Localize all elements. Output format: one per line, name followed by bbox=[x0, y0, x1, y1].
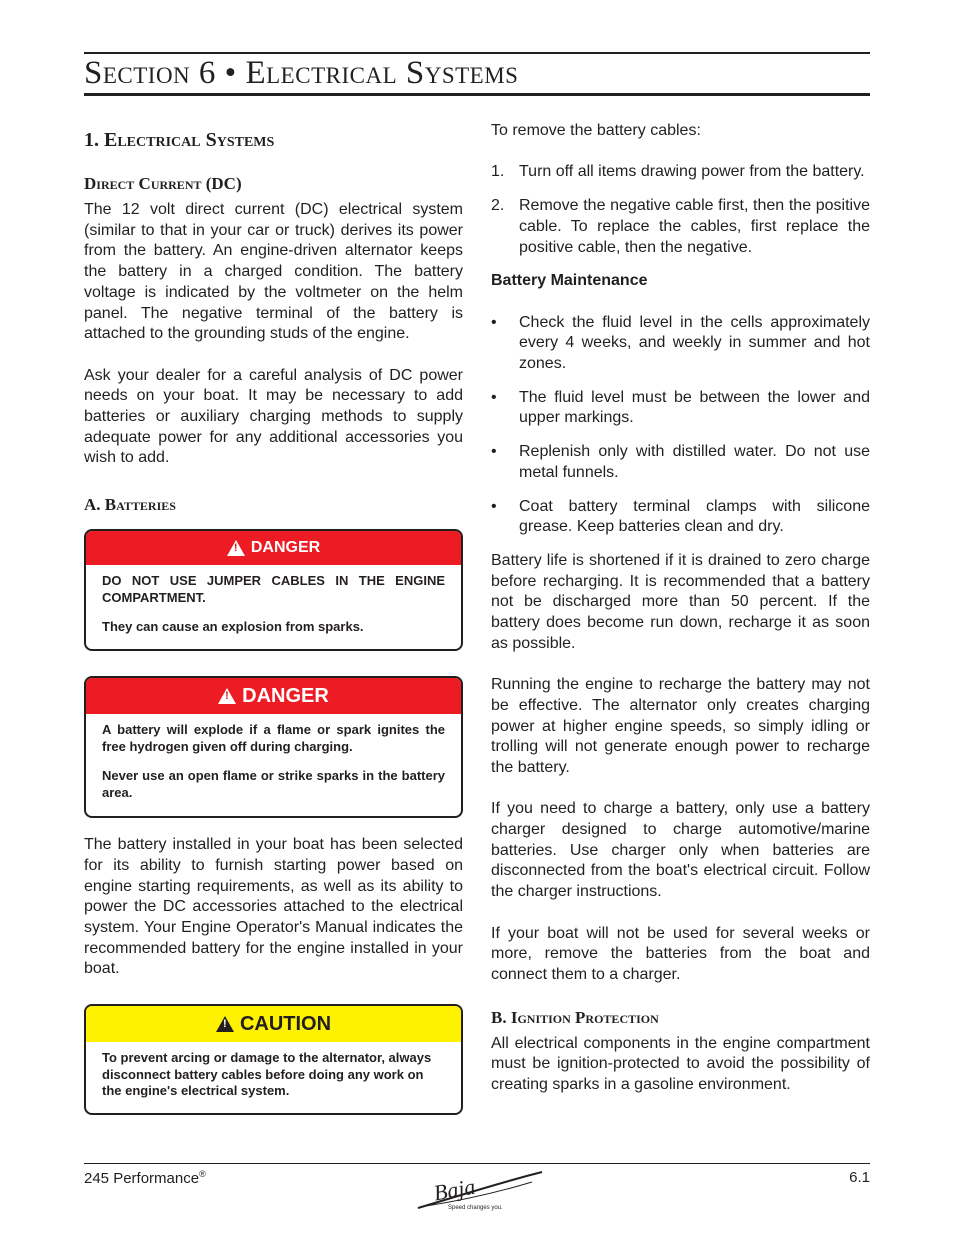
caution-label: CAUTION bbox=[239, 1012, 332, 1035]
warning-icon: ! bbox=[218, 688, 236, 704]
section-heading: 1. Electrical Systems bbox=[84, 129, 275, 151]
baja-logo bbox=[412, 1168, 546, 1212]
dc-heading: Direct Current (DC) bbox=[84, 174, 242, 193]
left-column bbox=[84, 118, 463, 1115]
danger-text-2: They can cause an explosion from sparks. bbox=[102, 619, 364, 635]
footer-rule bbox=[84, 1163, 870, 1164]
list-item: 1. Turn off all items drawing power from the battery. bbox=[491, 163, 865, 181]
caution-box bbox=[84, 1004, 463, 1115]
dc-paragraph-2: Ask your dealer for a careful analysis of DC power needs on your boat. It may be necessary to add batteries or auxiliary charging methods to supply adequate power for any additional accessories you wish to add. bbox=[84, 366, 463, 467]
danger-header bbox=[86, 531, 461, 565]
caution-header bbox=[86, 1006, 461, 1042]
danger-box-explode bbox=[84, 676, 463, 818]
warning-icon: ! bbox=[216, 1016, 234, 1032]
list-item: • Check the fluid level in the cells approximately every 4 weeks, and weekly in summer and hot zones. bbox=[491, 313, 870, 372]
batteries-heading: A. Batteries bbox=[84, 495, 176, 515]
right-column bbox=[491, 121, 870, 1096]
danger-box-jumper bbox=[84, 529, 463, 651]
caution-text: To prevent arcing or damage to the alternator, always disconnect battery cables before doing any work on the engine's electrical system. bbox=[102, 1050, 432, 1099]
page-number: 6.1 bbox=[849, 1169, 870, 1186]
caution-content bbox=[86, 1042, 461, 1110]
danger-header bbox=[86, 678, 461, 714]
storage-paragraph: If your boat will not be used for several weeks or more, remove the batteries from the boat and connect them to a charger. bbox=[491, 924, 870, 983]
footer-model: 245 Performance® bbox=[84, 1169, 206, 1187]
list-item: 2. Remove the negative cable first, then the positive cable. To replace the cables, first replace the positive cable, then the negative. bbox=[491, 197, 870, 256]
list-item: • Replenish only with distilled water. Do not use metal funnels. bbox=[491, 443, 870, 481]
remove-steps-list bbox=[491, 162, 870, 258]
logo-text: Baja bbox=[431, 1173, 478, 1206]
battery-life-paragraph: Battery life is shortened if it is drained to zero charge before recharging. It is recommended that a battery not be discharged more than 50 percent. If the battery does become run down, recharge it as soon as possible. bbox=[491, 551, 870, 652]
page-title: Section 6 • Electrical Systems bbox=[84, 55, 519, 91]
list-item: • The fluid level must be between the lower and upper markings. bbox=[491, 388, 870, 427]
danger-label: DANGER bbox=[250, 539, 321, 557]
recharge-paragraph: Running the engine to recharge the battery may not be effective. The alternator only creates charging power at higher engine speeds, so simply idling or trolling will not generate enough power to recharge the battery. bbox=[491, 676, 870, 776]
warning-icon: ! bbox=[227, 540, 245, 556]
danger-label: DANGER bbox=[242, 684, 329, 707]
danger-text-2: Never use an open flame or strike sparks in the battery area. bbox=[102, 768, 445, 800]
danger-text-1: A battery will explode if a flame or spark ignites the free hydrogen given off during charging. bbox=[102, 722, 445, 754]
ignition-paragraph: All electrical components in the engine compartment must be ignition-protected to avoid the possibility of creating sparks in a gasoline environment. bbox=[491, 1034, 870, 1094]
maintenance-heading: Battery Maintenance bbox=[491, 272, 648, 290]
battery-paragraph: The battery installed in your boat has been selected for its ability to furnish starting power based on engine starting requirements, as well as its ability to power the DC accessories attached to the electrical system. Your Engine Operator's Manual indicates the recommended battery for the engine installed in your boat. bbox=[84, 836, 463, 978]
charger-paragraph: If you need to charge a battery, only use a battery charger designed to charge automotive/marine batteries. Use charger only when batteries are disconnected from the boat's electrical circuit. Follow the charger instructions. bbox=[491, 800, 870, 901]
maintenance-list bbox=[491, 313, 870, 538]
logo-tagline: Speed changes you. bbox=[448, 1205, 503, 1211]
danger-text-1: DO NOT USE JUMPER CABLES IN THE ENGINE COMPARTMENT. bbox=[102, 573, 445, 605]
header-rule-bottom bbox=[84, 93, 870, 96]
remove-cables-intro: To remove the battery cables: bbox=[491, 122, 701, 139]
list-item: • Coat battery terminal clamps with silicone grease. Keep batteries clean and dry. bbox=[491, 497, 870, 536]
danger-content bbox=[86, 714, 461, 811]
danger-content bbox=[86, 565, 461, 646]
ignition-heading: B. Ignition Protection bbox=[491, 1007, 659, 1027]
dc-paragraph-1: The 12 volt direct current (DC) electrical system (similar to that in your car or truck) derives its power from the battery. An engine-driven alternator keeps the battery in a charged condition. The battery voltage is indicated by the voltmeter on the helm panel. The negative terminal of the battery is attached to the grounding studs of the engine. bbox=[84, 201, 463, 343]
